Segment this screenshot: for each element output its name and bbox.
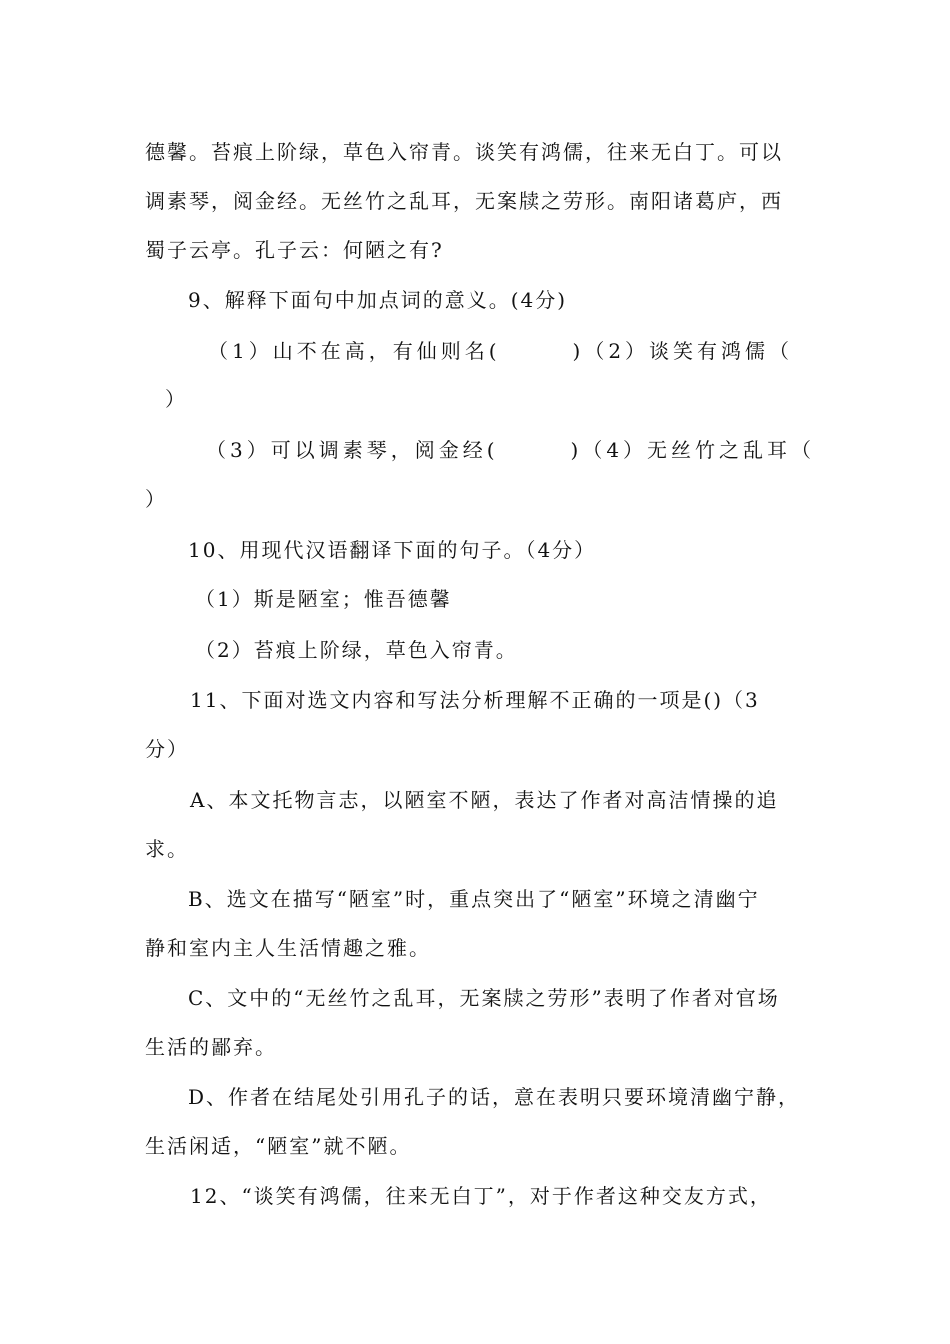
question-9-part-1-2: （1）山不在高，有仙则名( )（2）谈笑有鸿儒（ (208, 339, 794, 363)
question-9-part-4-close: ） (145, 487, 167, 511)
passage-line-2: 调素琴，阅金经。无丝竹之乱耳，无案牍之劳形。南阳诸葛庐，西 (145, 189, 783, 213)
question-11-score: 分） (145, 737, 189, 761)
option-c-line-2: 生活的鄙弃。 (145, 1035, 277, 1059)
option-b-line-1: B、选文在描写“陋室”时，重点突出了“陋室”环境之清幽宁 (188, 887, 760, 911)
question-10-part-2: （2）苔痕上阶绿，草色入帘青。 (195, 638, 518, 662)
option-b-line-2: 静和室内主人生活情趣之雅。 (145, 936, 431, 960)
question-9-part-3-4: （3）可以调素琴，阅金经( )（4）无丝竹之乱耳（ (206, 438, 816, 462)
question-10-part-1: （1）斯是陋室；惟吾德馨 (195, 587, 452, 611)
option-c-line-1: C、文中的“无丝竹之乱耳，无案牍之劳形”表明了作者对官场 (188, 986, 780, 1010)
passage-line-1: 德馨。苔痕上阶绿，草色入帘青。谈笑有鸿儒，往来无白丁。可以 (145, 140, 783, 164)
question-11-title: 11、下面对选文内容和写法分析理解不正确的一项是()（3 (190, 688, 760, 712)
question-9-title: 9、解释下面句中加点词的意义。(4分) (188, 288, 568, 312)
passage-line-3: 蜀子云亭。孔子云：何陋之有? (145, 238, 444, 262)
question-10-title: 10、用现代汉语翻译下面的句子。（4分） (188, 538, 597, 562)
option-d-line-1: D、作者在结尾处引用孔子的话，意在表明只要环境清幽宁静， (188, 1085, 801, 1109)
question-12-title: 12、“谈笑有鸿儒，往来无白丁”，对于作者这种交友方式， (190, 1184, 772, 1208)
option-a-line-2: 求。 (145, 837, 189, 861)
question-9-part-2-close: ） (165, 387, 187, 411)
option-d-line-2: 生活闲适，“陋室”就不陋。 (145, 1134, 412, 1158)
option-a-line-1: A、本文托物言志，以陋室不陋，表达了作者对高洁情操的追 (190, 788, 779, 812)
